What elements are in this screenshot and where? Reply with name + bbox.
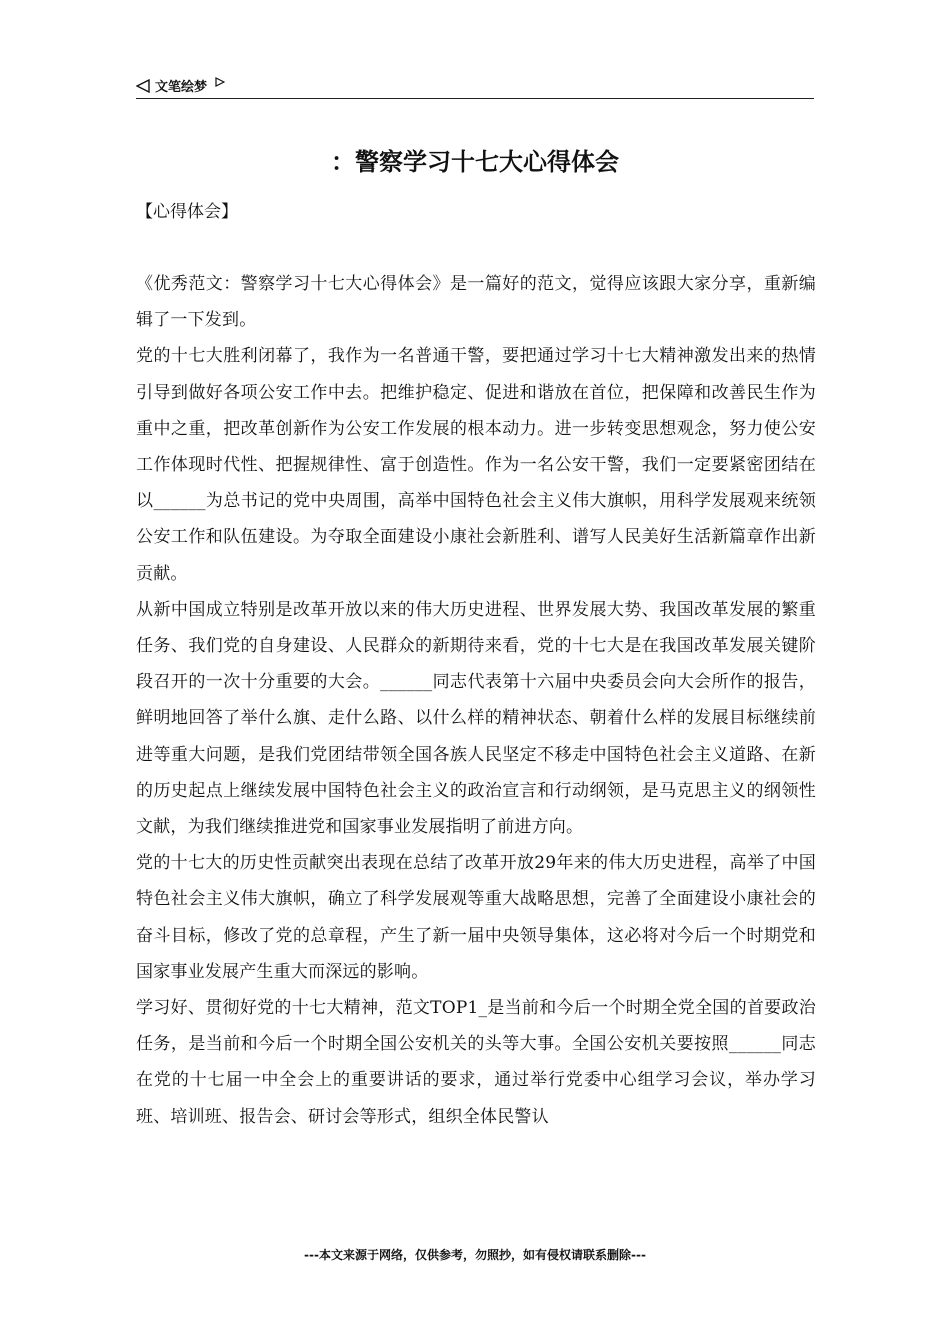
paragraph: 学习好、贯彻好党的十七大精神，范文TOP1_是当前和今后一个时期全党全国的首要政治任务，是当前和今后一个时期全国公安机关的头等大事。全国公安机关要按照______同志在党的十七届一中全会上的重要讲话的要求，通过举行党委中心组学习会议，举办学习班、培训班、报告会、研讨会等形式，组织全体民警认 — [136, 998, 816, 1127]
triangle-left-icon — [136, 79, 150, 93]
document-body — [136, 266, 816, 1135]
triangle-right-icon — [215, 77, 225, 87]
footer-notice: ---本文来源于网络，仅供参考，勿照抄，如有侵权请联系删除--- — [304, 1248, 646, 1262]
document-category: 【心得体会】 — [136, 202, 238, 222]
brand-name: 文笔绘梦 — [155, 80, 208, 95]
page-header — [136, 72, 814, 99]
document-title: ：警察学习十七大心得体会 — [331, 148, 619, 176]
paragraph: 从新中国成立特别是改革开放以来的伟大历史进程、世界发展大势、我国改革发展的繁重任务、我们党的自身建设、人民群众的新期待来看，党的十七大是在我国改革发展关键阶段召开的一次十分重要的大会。______同志代表第十六届中央委员会向大会所作的报告，鲜明地回答了举什么旗、走什么路、以什么样的精神状态、朝着什么样的发展目标继续前进等重大问题，是我们党团结带领全国各族人民坚定不移走中国特色社会主义道路、在新的历史起点上继续发展中国特色社会主义的政治宣言和行动纲领，是马克思主义的纲领性文献，为我们继续推进党和国家事业发展指明了前进方向。 — [136, 599, 816, 838]
paragraph: 《优秀范文：警察学习十七大心得体会》是一篇好的范文，觉得应该跟大家分享，重新编辑了一下发到。 — [136, 274, 816, 331]
paragraph: 党的十七大胜利闭幕了，我作为一名普通干警，要把通过学习十七大精神激发出来的热情引导到做好各项公安工作中去。把维护稳定、促进和谐放在首位，把保障和改善民生作为重中之重，把改革创新作为公安工作发展的根本动力。进一步转变思想观念，努力使公安工作体现时代性、把握规律性、富于创造性。作为一名公安干警，我们一定要紧密团结在以______为总书记的党中央周围，高举中国特色社会主义伟大旗帜，用科学发展观来统领公安工作和队伍建设。为夺取全面建设小康社会新胜利、谱写人民美好生活新篇章作出新贡献。 — [136, 346, 816, 584]
paragraph: 党的十七大的历史性贡献突出表现在总结了改革开放29年来的伟大历史进程，高举了中国特色社会主义伟大旗帜，确立了科学发展观等重大战略思想，完善了全面建设小康社会的奋斗目标，修改了党的总章程，产生了新一届中央领导集体，这必将对今后一个时期党和国家事业发展产生重大而深远的影响。 — [136, 853, 816, 982]
header-brand — [136, 76, 225, 95]
